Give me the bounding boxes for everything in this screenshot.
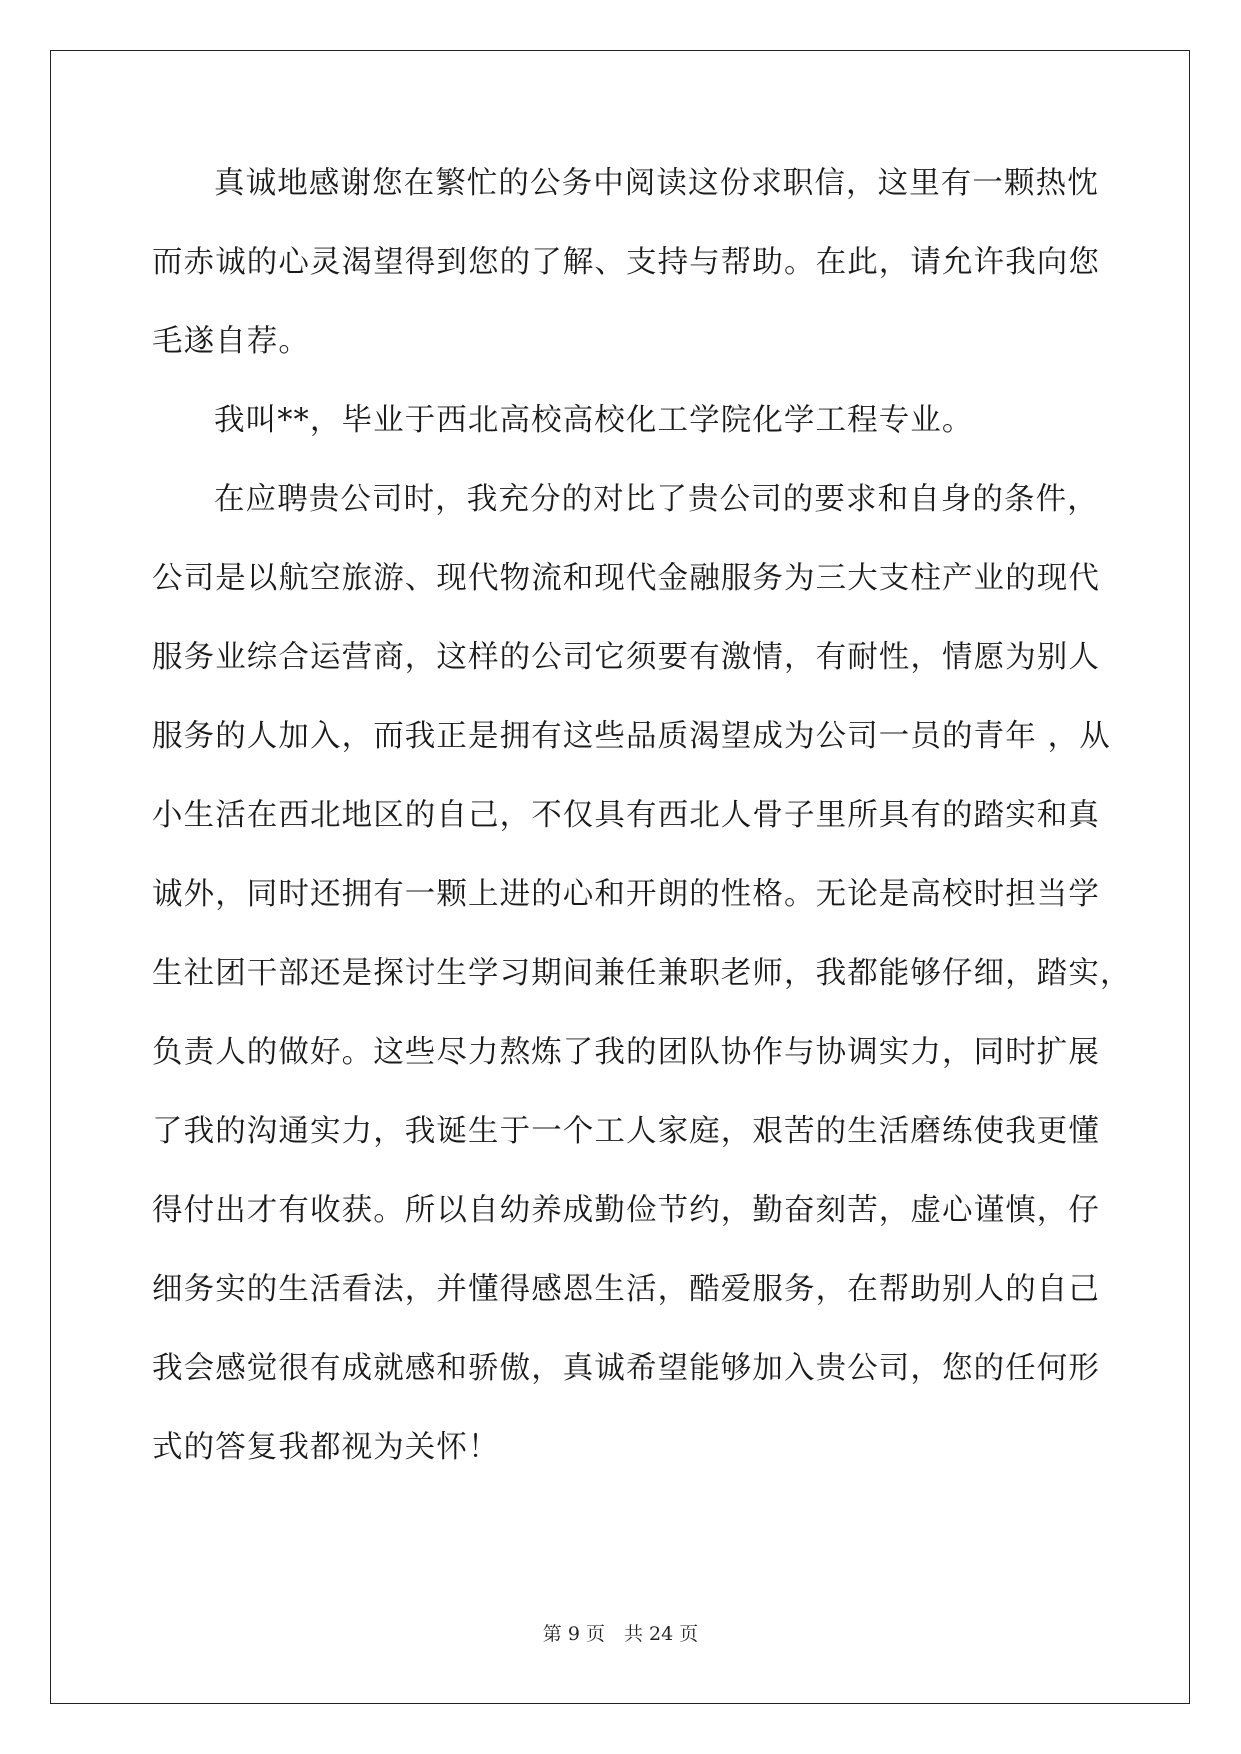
text-line: 负责人的做好。这些尽力熬炼了我的团队协作与协调实力，同时扩展 (152, 1035, 1100, 1070)
text-line: 式的答复我都视为关怀！ (152, 1430, 500, 1465)
text-line: 在应聘贵公司时，我充分的对比了贵公司的要求和自身的条件， (214, 482, 1099, 517)
text-line: 我叫**，毕业于西北高校高校化工学院化学工程专业。 (214, 403, 974, 438)
page-number-footer: 第 9 页 共 24 页 (542, 1623, 699, 1645)
text-line: 服务的人加入，而我正是拥有这些品质渴望成为公司一员的青年 ，从 (152, 719, 1111, 754)
text-line: 小生活在西北地区的自己，不仅具有西北人骨子里所具有的踏实和真 (152, 798, 1100, 833)
text-line: 公司是以航空旅游、现代物流和现代金融服务为三大支柱产业的现代 (152, 561, 1100, 596)
text-line: 生社团干部还是探讨生学习期间兼任兼职老师，我都能够仔细，踏实， (152, 956, 1132, 991)
text-line: 毛遂自荐。 (152, 324, 310, 359)
text-line: 而赤诚的心灵渴望得到您的了解、支持与帮助。在此，请允许我向您 (152, 245, 1100, 280)
text-line: 真诚地感谢您在繁忙的公务中阅读这份求职信，这里有一颗热忱 (214, 166, 1099, 201)
text-line: 了我的沟通实力，我诞生于一个工人家庭，艰苦的生活磨练使我更懂 (152, 1114, 1100, 1149)
text-line: 服务业综合运营商，这样的公司它须要有激情，有耐性，情愿为别人 (152, 640, 1100, 675)
document-body (152, 164, 1132, 1507)
text-line: 得付出才有收获。所以自幼养成勤俭节约，勤奋刻苦，虚心谨慎，仔 (152, 1193, 1100, 1228)
text-line: 我会感觉很有成就感和骄傲，真诚希望能够加入贵公司，您的任何形 (152, 1351, 1100, 1386)
text-line: 诚外，同时还拥有一颗上进的心和开朗的性格。无论是高校时担当学 (152, 877, 1100, 912)
text-line: 细务实的生活看法，并懂得感恩生活，酷爱服务，在帮助别人的自己 (152, 1272, 1100, 1307)
